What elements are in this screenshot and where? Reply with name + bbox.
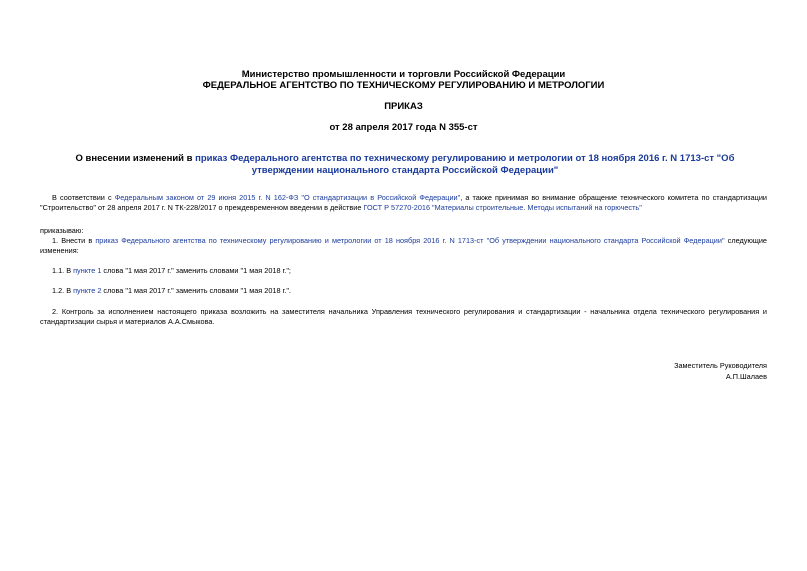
title-order-link[interactable]: приказ Федерального агентства по техническому регулированию и метрологии от 18 ноября 2016 г. N 1713-ст "Об утверждении национального стандарта Российской Федерации" [195,153,735,176]
gost-link[interactable]: ГОСТ Р 57270-2016 "Материалы строительные. Методы испытаний на горючесть" [363,203,642,212]
order-word: приказываю: [40,226,84,235]
item-1-1-text-2: слова "1 мая 2017 г." заменить словами "1 мая 2018 г."; [101,266,291,275]
signature-position: Заместитель Руководителя [674,361,767,370]
item-1-1-link[interactable]: пункте 1 [73,266,102,275]
ministry-heading: Министерство промышленности и торговли Российской Федерации [241,69,566,80]
item-1-2-link[interactable]: пункте 2 [73,286,102,295]
item-1-2-text-1: 1.2. В [52,286,74,295]
document-date-number: от 28 апреля 2017 года N 355-ст [329,122,478,133]
federal-law-link[interactable]: Федеральным законом от 29 июня 2015 г. N 162-ФЗ "О стандартизации в Российской Федерации" [114,193,461,202]
item-1-1 [40,266,767,276]
preamble-paragraph [40,193,767,213]
item-1-2-text-2: слова "1 мая 2017 г." заменить словами "1 мая 2018 г.". [101,286,291,295]
signature-block [674,360,767,382]
title-prefix: О внесении изменений в [75,153,196,164]
preamble-text-1: В соответствии с [52,193,115,202]
preamble-text-2: , а также принимая во внимание обращение технического комитета по стандартизации "Строительство" от 28 апреля 2017 г. N ТК-228/2017 о преждевременном введении в действие [40,193,768,212]
item-1-text-1: 1. Внести в [52,236,96,245]
signature-name: А.П.Шалаев [725,372,767,381]
agency-heading: ФЕДЕРАЛЬНОЕ АГЕНТСТВО ПО ТЕХНИЧЕСКОМУ РЕГУЛИРОВАНИЮ И МЕТРОЛОГИИ [202,80,605,91]
item-1-1-text-1: 1.1. В [52,266,74,275]
item-2: 2. Контроль за исполнением настоящего приказа возложить на заместителя начальника Управления технического регулирования и стандартизации - начальника отдела технического регулирования и стандартизации сырья и материалов А.А.Смыкова. [40,307,767,326]
item-1-2 [40,286,767,296]
item-1 [40,236,767,256]
item-1-text-2: следующие изменения: [40,236,767,255]
document-type: ПРИКАЗ [384,101,423,112]
document-title [60,153,750,177]
item-1-order-link[interactable]: приказ Федерального агентства по техническому регулированию и метрологии от 18 ноября 2016 г. N 1713-ст "Об утверждении национального стандарта Российской Федерации" [95,236,725,245]
